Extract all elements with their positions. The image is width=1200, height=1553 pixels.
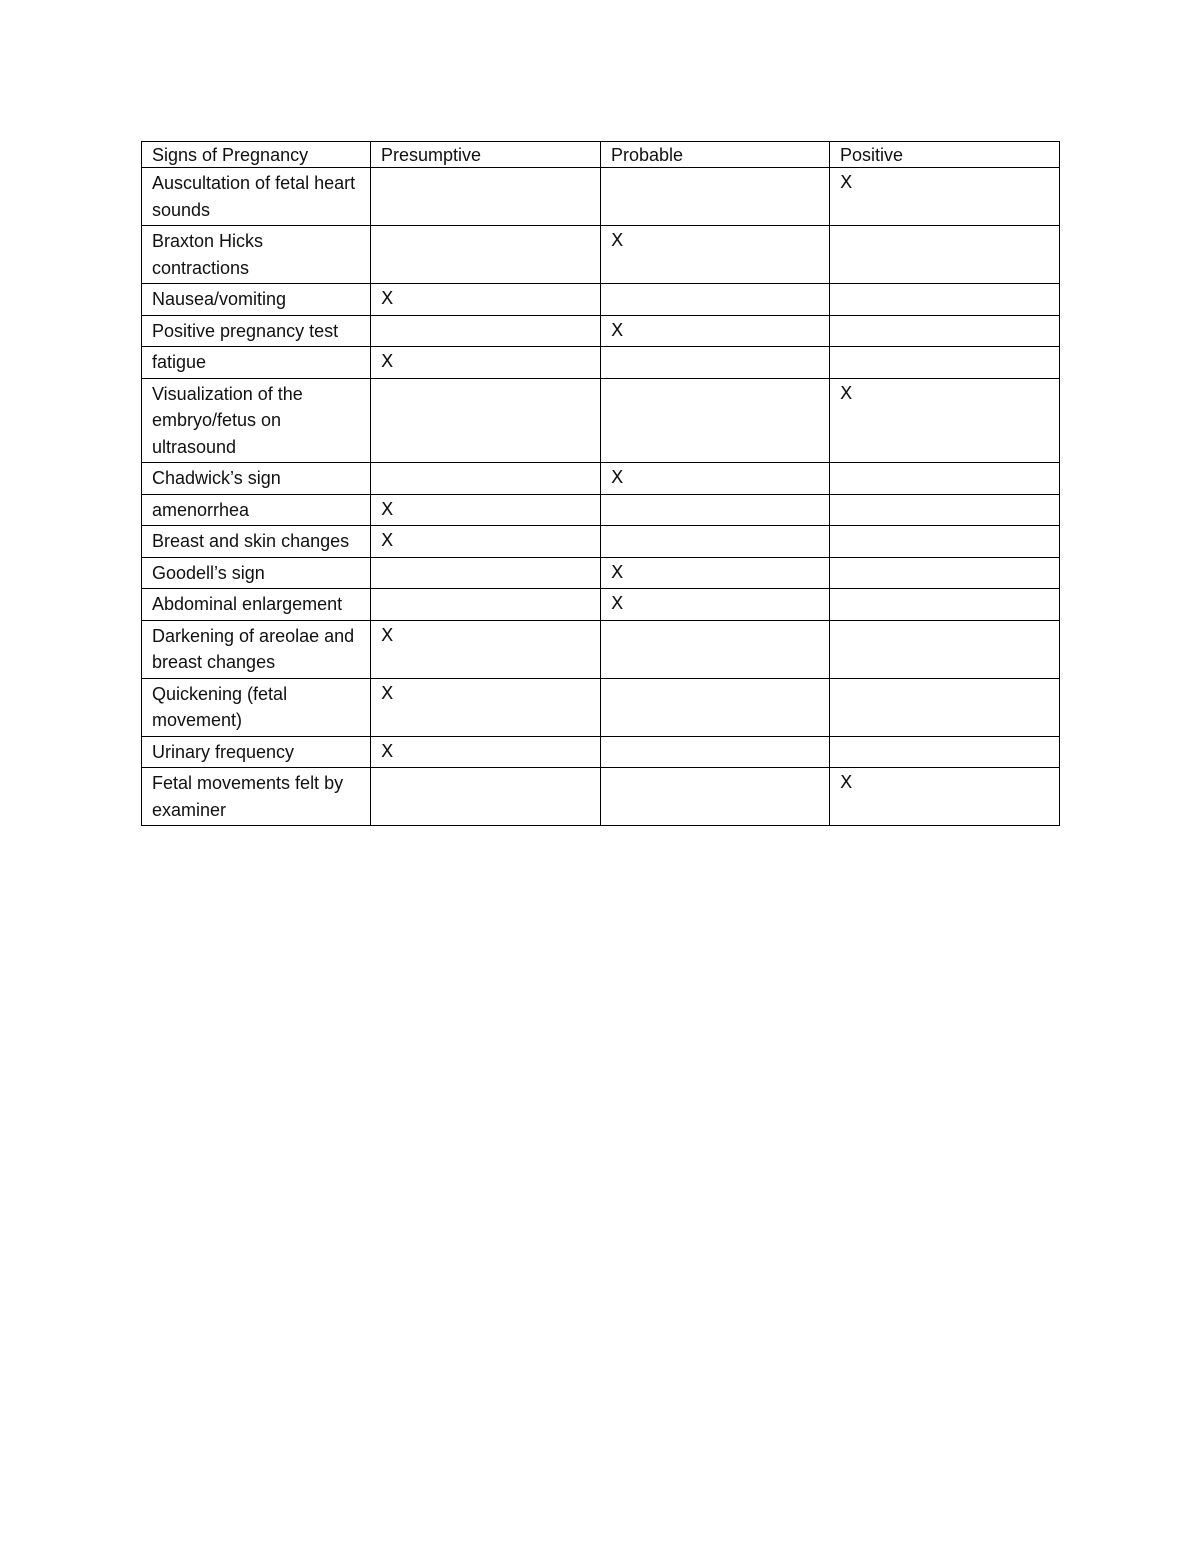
sign-cell: Abdominal enlargement	[142, 589, 371, 621]
sign-cell: Nausea/vomiting	[142, 284, 371, 316]
presumptive-cell: X	[371, 347, 601, 379]
table-header	[142, 142, 1060, 168]
sign-cell: Goodell’s sign	[142, 557, 371, 589]
table-row	[142, 736, 1060, 768]
probable-cell	[601, 678, 830, 736]
sign-cell: Auscultation of fetal heart sounds	[142, 168, 371, 226]
positive-cell	[830, 589, 1060, 621]
probable-cell	[601, 378, 830, 463]
presumptive-cell: X	[371, 678, 601, 736]
sign-cell: Quickening (fetal movement)	[142, 678, 371, 736]
probable-cell	[601, 768, 830, 826]
table-row	[142, 589, 1060, 621]
table-row	[142, 678, 1060, 736]
positive-cell	[830, 557, 1060, 589]
table-row	[142, 284, 1060, 316]
probable-cell: X	[601, 557, 830, 589]
sign-cell: Chadwick’s sign	[142, 463, 371, 495]
header-probable: Probable	[601, 142, 830, 168]
table-row	[142, 494, 1060, 526]
sign-cell: Darkening of areolae and breast changes	[142, 620, 371, 678]
positive-cell	[830, 226, 1060, 284]
sign-cell: amenorrhea	[142, 494, 371, 526]
sign-cell: fatigue	[142, 347, 371, 379]
positive-cell	[830, 678, 1060, 736]
probable-cell	[601, 284, 830, 316]
probable-cell	[601, 620, 830, 678]
presumptive-cell: X	[371, 620, 601, 678]
table-row	[142, 347, 1060, 379]
positive-cell	[830, 736, 1060, 768]
sign-cell: Visualization of the embryo/fetus on ultrasound	[142, 378, 371, 463]
probable-cell	[601, 494, 830, 526]
probable-cell	[601, 347, 830, 379]
sign-cell: Breast and skin changes	[142, 526, 371, 558]
positive-cell	[830, 526, 1060, 558]
table-row	[142, 463, 1060, 495]
presumptive-cell	[371, 378, 601, 463]
presumptive-cell: X	[371, 736, 601, 768]
probable-cell	[601, 736, 830, 768]
presumptive-cell: X	[371, 526, 601, 558]
presumptive-cell	[371, 168, 601, 226]
header-signs-of-pregnancy: Signs of Pregnancy	[142, 142, 371, 168]
table-row	[142, 557, 1060, 589]
presumptive-cell	[371, 226, 601, 284]
table-row	[142, 526, 1060, 558]
sign-cell: Braxton Hicks contractions	[142, 226, 371, 284]
probable-cell	[601, 168, 830, 226]
positive-cell	[830, 494, 1060, 526]
positive-cell	[830, 347, 1060, 379]
table-row	[142, 620, 1060, 678]
table-row	[142, 168, 1060, 226]
header-row	[142, 142, 1060, 168]
probable-cell: X	[601, 463, 830, 495]
positive-cell	[830, 315, 1060, 347]
header-positive: Positive	[830, 142, 1060, 168]
presumptive-cell: X	[371, 284, 601, 316]
positive-cell	[830, 463, 1060, 495]
sign-cell: Urinary frequency	[142, 736, 371, 768]
probable-cell: X	[601, 589, 830, 621]
presumptive-cell	[371, 557, 601, 589]
probable-cell: X	[601, 226, 830, 284]
presumptive-cell	[371, 768, 601, 826]
table-row	[142, 378, 1060, 463]
presumptive-cell	[371, 589, 601, 621]
table-row	[142, 226, 1060, 284]
positive-cell	[830, 620, 1060, 678]
presumptive-cell: X	[371, 494, 601, 526]
header-presumptive: Presumptive	[371, 142, 601, 168]
table-row	[142, 768, 1060, 826]
positive-cell: X	[830, 168, 1060, 226]
sign-cell: Positive pregnancy test	[142, 315, 371, 347]
table-body	[142, 168, 1060, 826]
probable-cell: X	[601, 315, 830, 347]
signs-of-pregnancy-table	[141, 141, 1060, 826]
positive-cell: X	[830, 378, 1060, 463]
presumptive-cell	[371, 315, 601, 347]
probable-cell	[601, 526, 830, 558]
positive-cell: X	[830, 768, 1060, 826]
table-row	[142, 315, 1060, 347]
positive-cell	[830, 284, 1060, 316]
presumptive-cell	[371, 463, 601, 495]
sign-cell: Fetal movements felt by examiner	[142, 768, 371, 826]
